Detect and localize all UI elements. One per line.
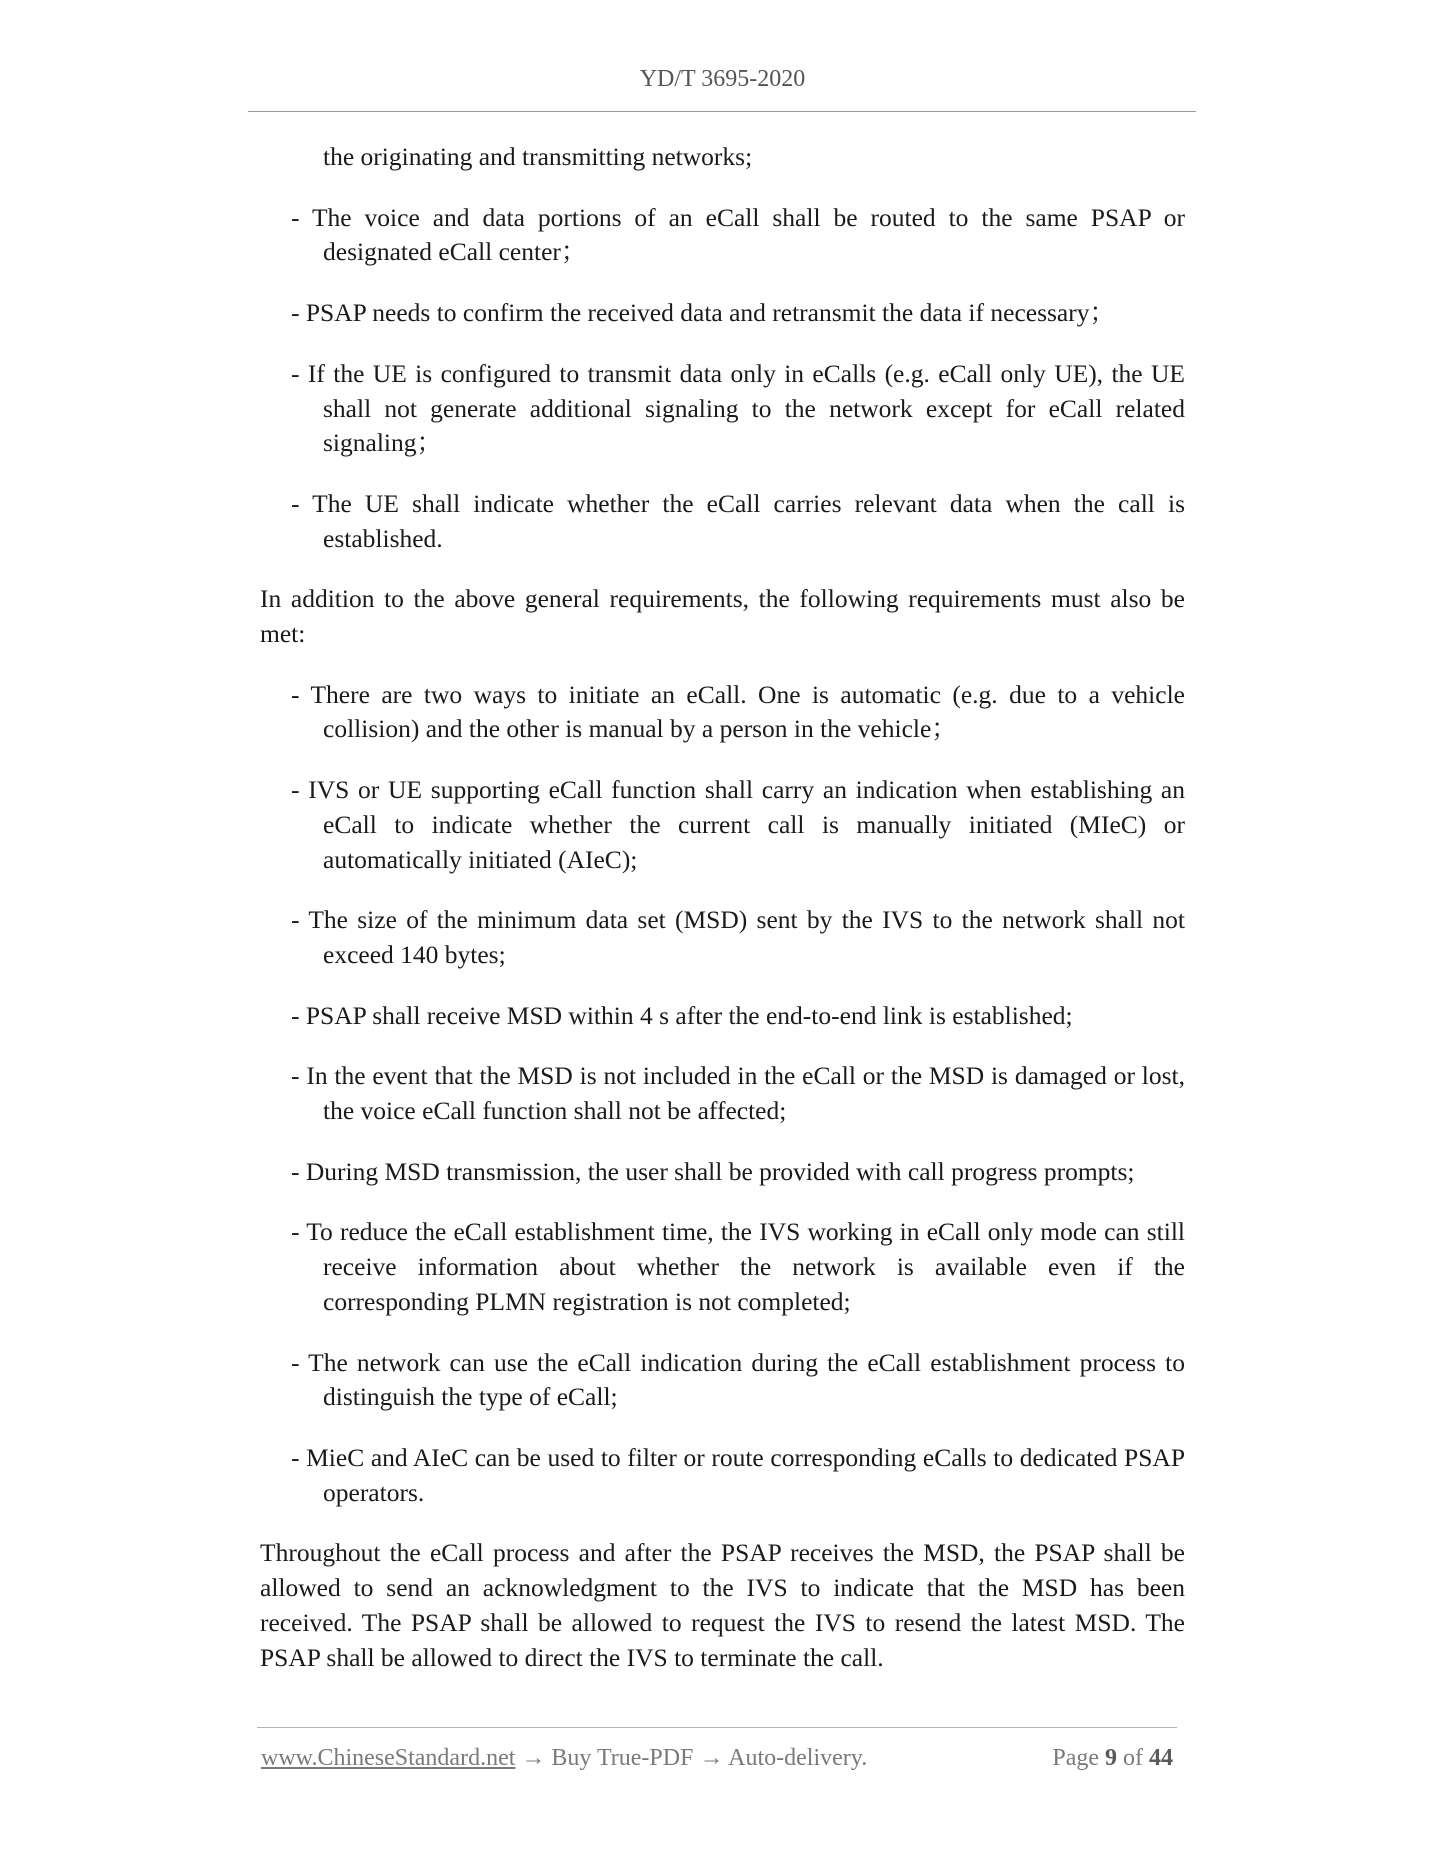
page-body [260,140,1185,1701]
of-label: of [1123,1745,1143,1771]
list-item: - The size of the minimum data set (MSD) sent by the IVS to the network shall not exceed 140 bytes; [291,905,1185,969]
total-pages: 44 [1149,1745,1173,1771]
page-indicator [1052,1745,1173,1772]
website-link[interactable]: www.ChineseStandard.net [261,1745,516,1771]
closing-paragraph: Throughout the eCall process and after the PSAP receives the MSD, the PSAP shall be allowed to send an acknowledgment to the IVS to indicate that the MSD has been received. The PSAP shall be allowed to request the IVS to resend the latest MSD. The PSAP shall be allowed to direct the IVS to terminate the call. [260,1538,1185,1672]
footer-promo [261,1745,867,1772]
list-item: - The network can use the eCall indication during the eCall establishment process to distinguish the type of eCall; [291,1347,1185,1412]
list-item: - IVS or UE supporting eCall function shall carry an indication when establishing an eCall to indicate whether the current call is manually initiated (MIeC) or automatically initiated (AIeC); [291,775,1185,874]
continuation-text: the originating and transmitting networks; [323,142,753,171]
list-item: - If the UE is configured to transmit data only in eCalls (e.g. eCall only UE), the UE shall not generate additional signaling to the network except for eCall related signaling； [291,358,1185,458]
list-item: - During MSD transmission, the user shall be provided with call progress prompts; [291,1156,1135,1186]
list-item: - The voice and data portions of an eCall shall be routed to the same PSAP or designated eCall center； [291,202,1185,267]
document-standard-number: YD/T 3695-2020 [639,66,806,92]
list-item: - MieC and AIeC can be used to filter or route corresponding eCalls to dedicated PSAP operators. [291,1442,1185,1507]
list-item: - PSAP shall receive MSD within 4 s after the end-to-end link is established; [291,1000,1073,1030]
list-item: - To reduce the eCall establishment time, the IVS working in eCall only mode can still receive information about whether the network is available even if the corresponding PLMN registration is not completed; [291,1217,1185,1316]
arrow-right-icon: → [521,1745,546,1771]
arrow-right-icon: → [699,1745,724,1771]
page-label: Page [1052,1745,1099,1771]
header-divider [248,111,1196,112]
list-item: - There are two ways to initiate an eCall. One is automatic (e.g. due to a vehicle collision) and the other is manual by a person in the vehicle； [291,679,1185,744]
page-footer [261,1745,1173,1779]
list-item: - PSAP needs to confirm the received data and retransmit the data if necessary； [291,298,1115,328]
intro-paragraph: In addition to the above general requirements, the following requirements must also be met: [260,584,1185,649]
auto-delivery-text: Auto-delivery. [728,1745,868,1771]
list-item: - In the event that the MSD is not included in the eCall or the MSD is damaged or lost, the voice eCall function shall not be affected; [291,1061,1185,1126]
list-item: - The UE shall indicate whether the eCall carries relevant data when the call is established. [291,488,1185,553]
buy-pdf-text: Buy True-PDF [551,1745,694,1771]
footer-divider [257,1727,1177,1728]
page-number: 9 [1105,1745,1117,1771]
